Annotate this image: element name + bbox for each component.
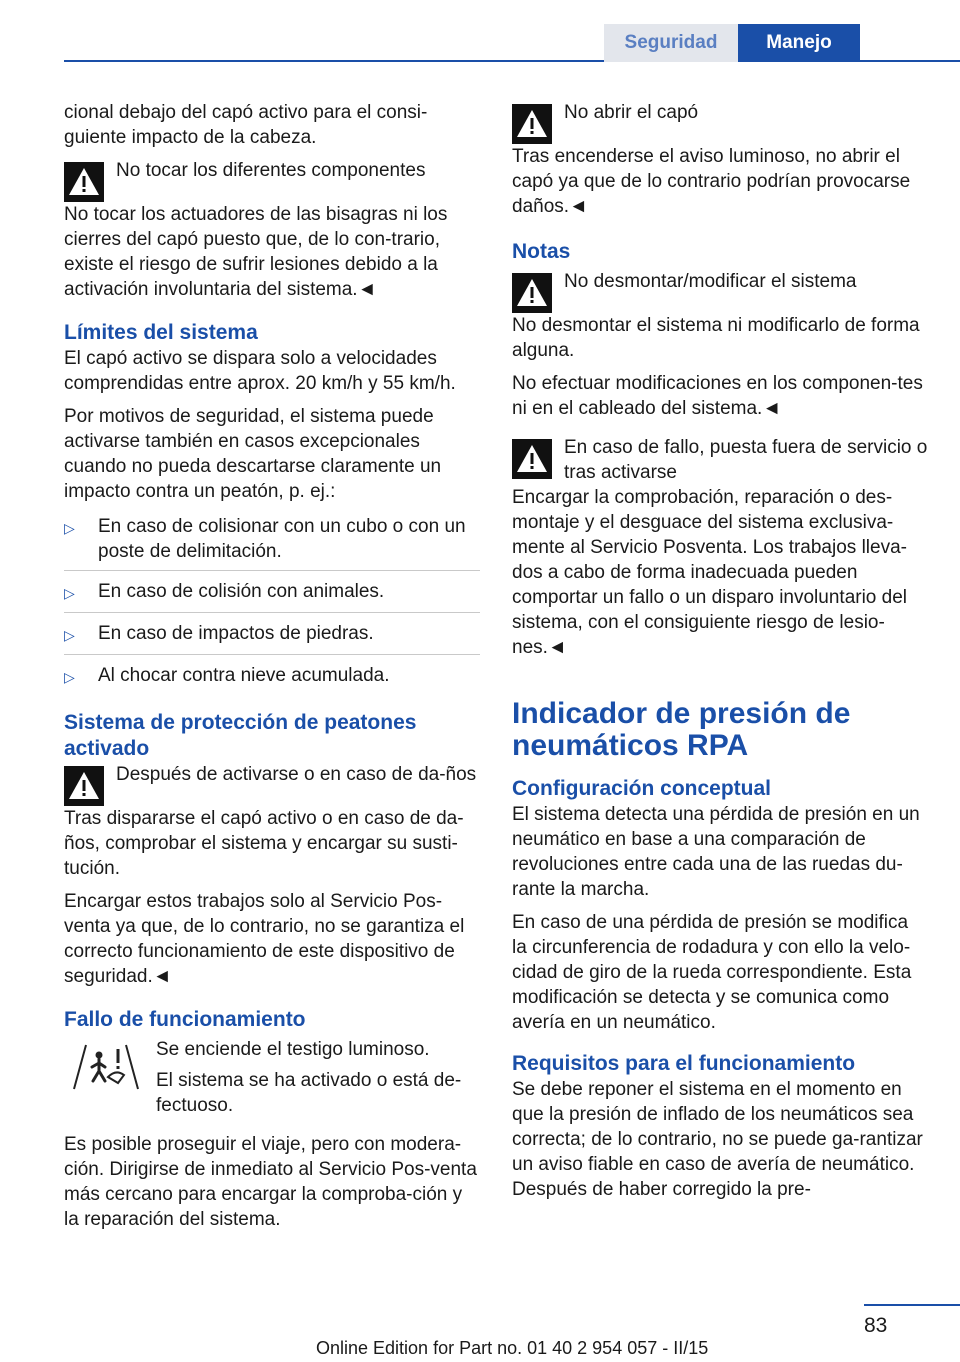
edition-line: Online Edition for Part no. 01 40 2 954 057 - II/15 [316,1338,709,1358]
warning-title: No desmontar/modificar el sistema [564,271,857,292]
limits-paragraph-2: Por motivos de seguridad, el sistema puede activarse también en casos excepcionales cuando no pueda descartarse claramente un impacto contra un peatón, p. ej.: [64,406,442,502]
warning-block [64,158,480,302]
warning-triangle-icon [512,439,552,479]
cases-list [64,512,480,696]
warning-triangle-icon [64,766,104,806]
intro-paragraph: cional debajo del capó activo para el consi-guiente impacto de la cabeza. [64,102,428,148]
warning-body: Encargar la comprobación, reparación o des-montaje y el desguace del sistema exclusiva-mente al Servicio Posventa. Los trabajos lleva-dos a cabo de forma inadecuada pueden comportar un fallo o un disparo involuntario del sistema, con el consiguiente riesgo de lesio-nes.◄ [512,487,908,658]
heading-concept: Configuración conceptual [512,777,772,800]
notes-paragraph: No efectuar modificaciones en los componen-tes ni en el cableado del sistema.◄ [512,373,923,419]
warning-block [512,435,928,660]
tab-seguridad[interactable]: Seguridad [604,24,738,62]
warning-title: No tocar los diferentes componentes [116,160,426,181]
warning-body: Tras dispararse el capó activo o en caso de da-ños, comprobar el sistema y encargar su susti-tución. [64,808,464,879]
warning-title: En caso de fallo, puesta fuera de servicio o tras activarse [564,437,928,483]
warning-block [512,100,928,219]
warning-body: No desmontar el sistema ni modificarlo de forma alguna. [512,315,920,361]
warning-block [64,762,480,881]
warning-triangle-icon [64,162,104,202]
list-item: ▷ En caso de colisionar con un cubo o con un poste de delimitación. [64,512,480,571]
indicator-block [64,1037,480,1124]
triangle-bullet-icon: ▷ [64,669,75,685]
indicator-line-1: Se enciende el testigo luminoso. [156,1039,430,1060]
list-item: ▷ En caso de colisión con animales. [64,577,480,613]
tab-manejo[interactable]: Manejo [738,24,860,62]
triangle-bullet-icon: ▷ [64,520,75,536]
heading-requirements: Requisitos para el funcionamiento [512,1052,856,1075]
warning-triangle-icon [512,104,552,144]
right-column [512,100,928,1210]
requirements-paragraph: Se debe reponer el sistema en el momento en que la presión de inflado de los neumáticos sea correcta; de lo contrario, no se puede ga-rantizar un aviso fiable en caso de avería de neumático. Después de haber corregido la pre- [512,1079,923,1200]
heading-protection-activated: Sistema de protección de peatones activado [64,711,417,760]
indicator-line-2: El sistema se ha activado o está de-fectuoso. [156,1070,462,1116]
warning-title: No abrir el capó [564,102,699,123]
heading-system-limits: Límites del sistema [64,321,258,344]
triangle-bullet-icon: ▷ [64,627,75,643]
list-item: ▷ En caso de impactos de piedras. [64,619,480,655]
list-item: ▷ Al chocar contra nieve acumulada. [64,661,480,696]
triangle-bullet-icon: ▷ [64,585,75,601]
concept-paragraph-1: El sistema detecta una pérdida de presión en un neumático en base a una comparación de revoluciones entre cada una de las ruedas du-rante la marcha. [512,804,920,900]
activated-paragraph: Encargar estos trabajos solo al Servicio Pos-venta ya que, de lo contrario, no se garantiza el correcto funcionamiento de este dispositivo de seguridad.◄ [64,891,465,987]
heading-rpa: Indicador de presión de neumáticos RPA [512,697,851,762]
concept-paragraph-2: En caso de una pérdida de presión se modifica la circunferencia de rodadura y con ello la velo-cidad de giro de la rueda correspondiente. Esta modificación se detecta y se comunica como avería en un neumático. [512,912,912,1033]
warning-block [512,269,928,363]
warning-body: Tras encenderse el aviso luminoso, no abrir el capó ya que de lo contrario podrían provocarse daños.◄ [512,146,911,217]
heading-notes: Notas [512,240,571,263]
warning-triangle-icon [512,273,552,313]
warning-title: Después de activarse o en caso de da-ños [116,764,477,785]
page-number: 83 [864,1314,888,1337]
heading-malfunction: Fallo de funcionamiento [64,1008,306,1031]
warning-body: No tocar los actuadores de las bisagras ni los cierres del capó puesto que, de lo con-trario, existe el riesgo de sufrir lesiones debido a la activación involuntaria del sistema.◄ [64,204,448,300]
limits-paragraph-1: El capó activo se dispara solo a velocidades comprendidas entre aprox. 20 km/h y 55 km/h. [64,348,456,394]
pedestrian-protection-icon [72,1037,140,1093]
malfunction-paragraph: Es posible proseguir el viaje, pero con modera-ción. Dirigirse de inmediato al Servicio Pos-venta más cercano para encargar la comproba-ción y la reparación del sistema. [64,1134,477,1230]
footer-rule [864,1304,960,1306]
left-column [64,100,480,1240]
